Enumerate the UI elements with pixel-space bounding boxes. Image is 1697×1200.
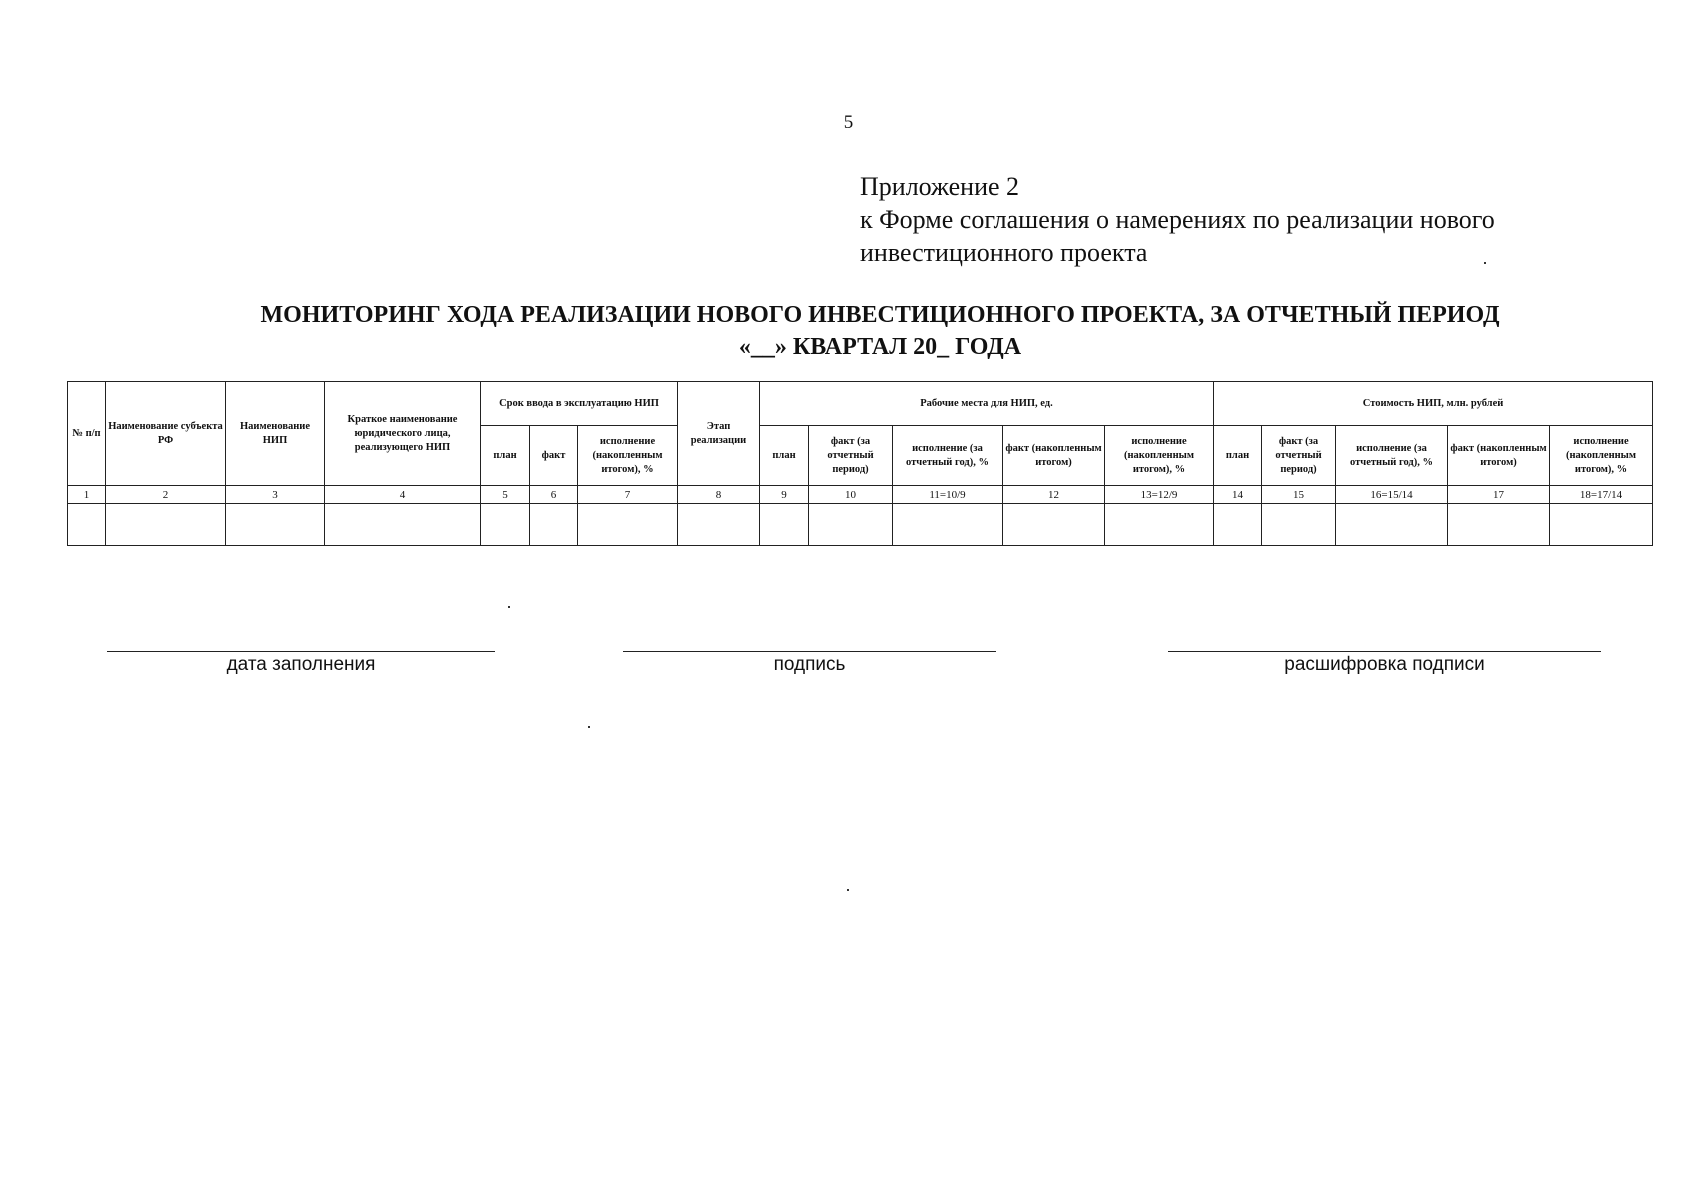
table-cell[interactable]	[1448, 504, 1550, 546]
column-number: 6	[530, 486, 578, 504]
column-number: 7	[578, 486, 678, 504]
signature-decoding-label: расшифровка подписи	[1284, 654, 1485, 675]
page-number: 5	[843, 112, 854, 133]
column-number: 3	[226, 486, 325, 504]
table-cell[interactable]	[1336, 504, 1448, 546]
header-jobs-group: Рабочие места для НИП, ед.	[760, 382, 1214, 426]
header-subject: Наименование субъекта РФ	[106, 382, 226, 486]
table-cell[interactable]	[1262, 504, 1336, 546]
header-cost-plan: план	[1214, 426, 1262, 486]
table-cell[interactable]	[760, 504, 809, 546]
annex-line-1: Приложение 2	[860, 172, 1020, 201]
header-commission-execution: исполнение (накопленным итогом), %	[578, 426, 678, 486]
signature-decoding-line[interactable]	[1168, 651, 1601, 652]
table-cell[interactable]	[68, 504, 106, 546]
table-cell[interactable]	[1105, 504, 1214, 546]
column-number: 10	[809, 486, 893, 504]
annex-line-3: инвестиционного проекта	[860, 238, 1148, 267]
column-number: 4	[325, 486, 481, 504]
annex-line-2: к Форме соглашения о намерениях по реализации нового	[860, 205, 1495, 234]
table-cell[interactable]	[106, 504, 226, 546]
column-number: 17	[1448, 486, 1550, 504]
header-cost-fact-period: факт (за отчетный период)	[1262, 426, 1336, 486]
date-signature-line[interactable]	[107, 651, 495, 652]
column-number: 14	[1214, 486, 1262, 504]
date-signature-label: дата заполнения	[226, 654, 376, 675]
header-jobs-fact-period: факт (за отчетный период)	[809, 426, 893, 486]
column-number: 5	[481, 486, 530, 504]
header-commission-group: Срок ввода в эксплуатацию НИП	[481, 382, 678, 426]
monitoring-table	[67, 381, 1653, 546]
signature-line[interactable]	[623, 651, 996, 652]
table-row	[68, 504, 1653, 546]
signature-label: подпись	[773, 654, 846, 675]
table-cell[interactable]	[1214, 504, 1262, 546]
table-cell[interactable]	[578, 504, 678, 546]
header-num: № п/п	[68, 382, 106, 486]
header-jobs-fact-cumulative: факт (накопленным итогом)	[1003, 426, 1105, 486]
header-jobs-plan: план	[760, 426, 809, 486]
table-cell[interactable]	[530, 504, 578, 546]
header-nip-name: Наименование НИП	[226, 382, 325, 486]
header-jobs-execution-year: исполнение (за отчетный год), %	[893, 426, 1003, 486]
scan-speck	[508, 606, 510, 608]
column-number: 9	[760, 486, 809, 504]
document-title-line-2: «__» КВАРТАЛ 20_ ГОДА	[738, 334, 1022, 360]
table-cell[interactable]	[481, 504, 530, 546]
header-cost-execution-year: исполнение (за отчетный год), %	[1336, 426, 1448, 486]
column-number: 11=10/9	[893, 486, 1003, 504]
table-cell[interactable]	[809, 504, 893, 546]
header-stage: Этап реализации	[678, 382, 760, 486]
column-number: 2	[106, 486, 226, 504]
table-cell[interactable]	[1003, 504, 1105, 546]
header-commission-plan: план	[481, 426, 530, 486]
column-number: 1	[68, 486, 106, 504]
column-number: 18=17/14	[1550, 486, 1653, 504]
table-cell[interactable]	[893, 504, 1003, 546]
scan-speck	[1484, 262, 1486, 264]
header-cost-fact-cumulative: факт (накопленным итогом)	[1448, 426, 1550, 486]
column-number: 16=15/14	[1336, 486, 1448, 504]
annex-caption	[860, 170, 1495, 269]
scan-speck	[588, 726, 590, 728]
header-row-1	[68, 382, 1653, 426]
column-number: 12	[1003, 486, 1105, 504]
document-title-line-1: МОНИТОРИНГ ХОДА РЕАЛИЗАЦИИ НОВОГО ИНВЕСТИЦИОННОГО ПРОЕКТА, ЗА ОТЧЕТНЫЙ ПЕРИОД	[260, 302, 1500, 328]
column-number: 8	[678, 486, 760, 504]
column-number: 13=12/9	[1105, 486, 1214, 504]
scan-speck	[847, 889, 849, 891]
table-cell[interactable]	[325, 504, 481, 546]
table-cell[interactable]	[1550, 504, 1653, 546]
header-jobs-execution-cumulative: исполнение (накопленным итогом), %	[1105, 426, 1214, 486]
header-legal-entity: Краткое наименование юридического лица, реализующего НИП	[325, 382, 481, 486]
column-number-row	[68, 486, 1653, 504]
header-cost-execution-cumulative: исполнение (накопленным итогом), %	[1550, 426, 1653, 486]
table-cell[interactable]	[678, 504, 760, 546]
header-commission-fact: факт	[530, 426, 578, 486]
column-number: 15	[1262, 486, 1336, 504]
table-cell[interactable]	[226, 504, 325, 546]
header-cost-group: Стоимость НИП, млн. рублей	[1214, 382, 1653, 426]
